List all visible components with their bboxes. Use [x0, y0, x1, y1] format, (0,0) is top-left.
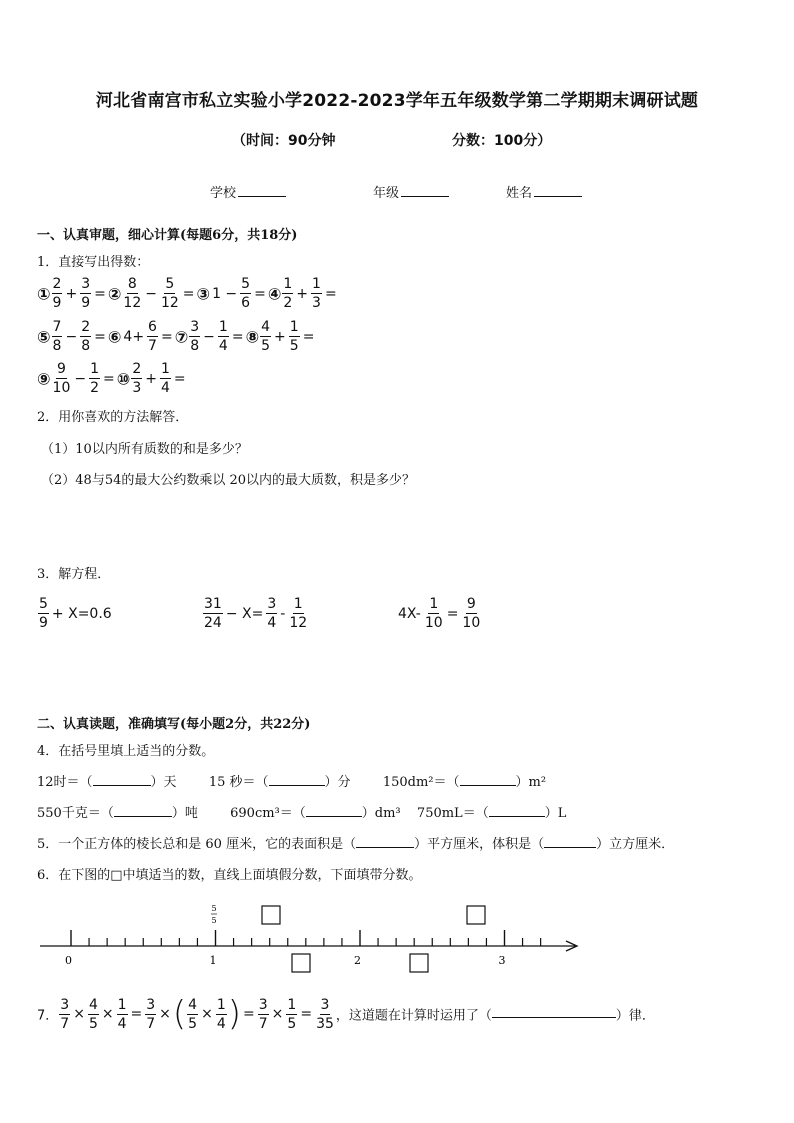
grade-label: 年级: [373, 186, 400, 201]
answer-box-below[interactable]: [292, 954, 310, 972]
question-2-part-2: （2）48与54的最大公约数乘以 20以内的最大质数，积是多少？: [41, 473, 416, 488]
fraction: $\frac{1}{3}$: [312, 276, 321, 311]
question-3-label: 3．解方程．: [37, 567, 111, 582]
exam-score: 分数：100分）: [452, 133, 552, 149]
name-field[interactable]: [506, 182, 582, 201]
fraction: $\frac{4}{5}$: [261, 319, 271, 354]
question-1-row: [37, 320, 316, 353]
answer-blank[interactable]: [114, 804, 172, 817]
fraction: $\frac{1}{4}$: [160, 361, 170, 396]
fraction: $\frac{4}{5}$: [188, 996, 198, 1032]
fraction: $\frac{1}{12}$: [289, 596, 308, 631]
tick-label: 0: [65, 954, 72, 967]
question-1-row: [37, 277, 339, 310]
tick-label: 1: [209, 954, 217, 967]
fraction: $\frac{3}{7}$: [60, 996, 70, 1032]
answer-box-below[interactable]: [410, 954, 428, 972]
fraction: $\frac{1}{4}$: [117, 996, 127, 1032]
calc-item: ② $\frac{8}{12}$ − $\frac{5}{12}$ =: [107, 276, 195, 311]
fraction-numerator: 5: [211, 904, 217, 913]
answer-blank[interactable]: [492, 1005, 616, 1018]
question-4-row-2: 550千克＝（ ）吨 690cm³＝（ ）dm³ 750mL＝（ ）L: [37, 806, 567, 821]
section-1-heading: 一、认真审题，细心计算(每题6分，共18分): [37, 228, 298, 243]
question-7: 7． $\frac{3}{7}$ × $\frac{4}{5}$ × $\frac{1}{4}$ = $\frac{3}{7}$ ×( $\frac{4}{5}$ × $\frac{1}{4}$ ) = $\frac{3}{7}$ × $\frac{1}{5}$ = $\frac{3}{35}$ ，这道题在计算时运用了（ ）律．: [37, 994, 655, 1034]
fraction: $\frac{9}{10}$: [52, 361, 71, 396]
exam-time: （时间：90分钟: [232, 133, 336, 149]
answer-blank[interactable]: [93, 773, 151, 786]
fraction: $\frac{3}{8}$: [190, 319, 200, 354]
calc-item: ⑨ $\frac{9}{10}$ − $\frac{1}{2}$ =: [37, 361, 115, 396]
question-2-part-1: （1）10以内所有质数的和是多少？: [41, 442, 248, 457]
fraction: $\frac{8}{12}$: [123, 276, 142, 311]
answer-box-above[interactable]: [467, 906, 485, 924]
answer-blank[interactable]: [544, 835, 596, 848]
fraction: $\frac{7}{8}$: [52, 319, 62, 354]
calc-item: ⑩ $\frac{2}{3}$ + $\frac{1}{4}$ =: [116, 361, 186, 396]
fraction-denominator: 5: [211, 916, 217, 925]
fraction: $\frac{5}{6}$: [241, 276, 251, 311]
fraction: $\frac{2}{8}$: [81, 319, 91, 354]
fraction: $\frac{1}{5}$: [287, 996, 297, 1032]
answer-blank[interactable]: [306, 804, 362, 817]
tick-label: 2: [354, 954, 361, 967]
calc-item: ③ 1 − $\frac{5}{6}$ =: [196, 276, 266, 311]
fraction: $\frac{4}{5}$: [88, 996, 98, 1032]
question-4-row-1: 12时＝（ ）天 15 秒＝（ ）分 150dm²＝（ ）m²: [37, 775, 547, 790]
fraction: $\frac{1}{2}$: [283, 276, 293, 311]
fraction: $\frac{1}{4}$: [216, 996, 226, 1032]
school-field[interactable]: [210, 182, 286, 201]
grade-field[interactable]: [373, 182, 449, 201]
fraction: $\frac{31}{24}$: [204, 596, 222, 631]
calc-item: ⑥ 4+ $\frac{6}{7}$ =: [107, 319, 173, 354]
question-1-row: [37, 362, 188, 395]
calc-item: ⑤ $\frac{7}{8}$ − $\frac{2}{8}$ =: [37, 319, 106, 354]
page-title: 河北省南宫市私立实验小学2022-2023学年五年级数学第二学期期末调研试题: [95, 91, 699, 111]
fraction: $\frac{2}{3}$: [132, 361, 142, 396]
school-label: 学校: [210, 186, 237, 201]
answer-blank[interactable]: [489, 804, 545, 817]
fraction: $\frac{1}{10}$: [424, 596, 443, 631]
fraction: $\frac{5}{9}$: [39, 596, 48, 631]
equation-3: 4X- $\frac{1}{10}$ = $\frac{9}{10}$: [398, 596, 481, 631]
answer-box-above[interactable]: [262, 906, 280, 924]
fraction: $\frac{9}{10}$: [462, 596, 481, 631]
tick-label: 3: [498, 954, 506, 967]
answer-blank[interactable]: [460, 773, 516, 786]
fraction: $\frac{1}{2}$: [90, 361, 100, 396]
fraction: $\frac{3}{9}$: [81, 276, 91, 311]
fraction: $\frac{3}{4}$: [267, 596, 277, 631]
section-2-heading: 二、认真读题，准确填写(每小题2分，共22分): [37, 717, 311, 732]
fraction: $\frac{3}{7}$: [258, 996, 268, 1032]
calc-item: ⑦ $\frac{3}{8}$ − $\frac{1}{4}$ =: [174, 319, 244, 354]
answer-blank[interactable]: [269, 773, 325, 786]
fraction: $\frac{3}{35}$: [316, 996, 334, 1032]
name-label: 姓名: [506, 186, 533, 201]
calc-item: ① $\frac{2}{9}$ + $\frac{3}{9}$ =: [37, 276, 106, 311]
fraction: $\frac{3}{7}$: [146, 996, 156, 1032]
calc-item: ④ $\frac{1}{2}$ + $\frac{1}{3}$ =: [267, 276, 337, 311]
calc-item: ⑧ $\frac{4}{5}$ + $\frac{1}{5}$ =: [245, 319, 315, 354]
question-2-label: 2．用你喜欢的方法解答．: [37, 410, 189, 425]
fraction: $\frac{5}{12}$: [160, 276, 179, 311]
answer-blank[interactable]: [356, 835, 414, 848]
number-line: [38, 898, 588, 978]
question-6-label: 6．在下图的□中填适当的数，直线上面填假分数，下面填带分数。: [37, 868, 422, 883]
question-5: 5．一个正方体的棱长总和是 60 厘米，它的表面积是（ ）平方厘米，体积是（ ）立方厘米．: [37, 837, 675, 852]
equation-2: $\frac{31}{24}$ − X= $\frac{3}{4}$ - $\frac{1}{12}$: [204, 596, 308, 631]
fraction: $\frac{1}{4}$: [218, 319, 228, 354]
question-1-label: 1．直接写出得数：: [37, 255, 150, 270]
question-4-label: 4．在括号里填上适当的分数。: [37, 744, 215, 759]
fraction: $\frac{1}{5}$: [289, 319, 299, 354]
fraction: $\frac{6}{7}$: [148, 319, 157, 354]
equation-1: $\frac{5}{9}$ + X=0.6: [39, 596, 112, 631]
fraction: $\frac{2}{9}$: [52, 276, 62, 311]
